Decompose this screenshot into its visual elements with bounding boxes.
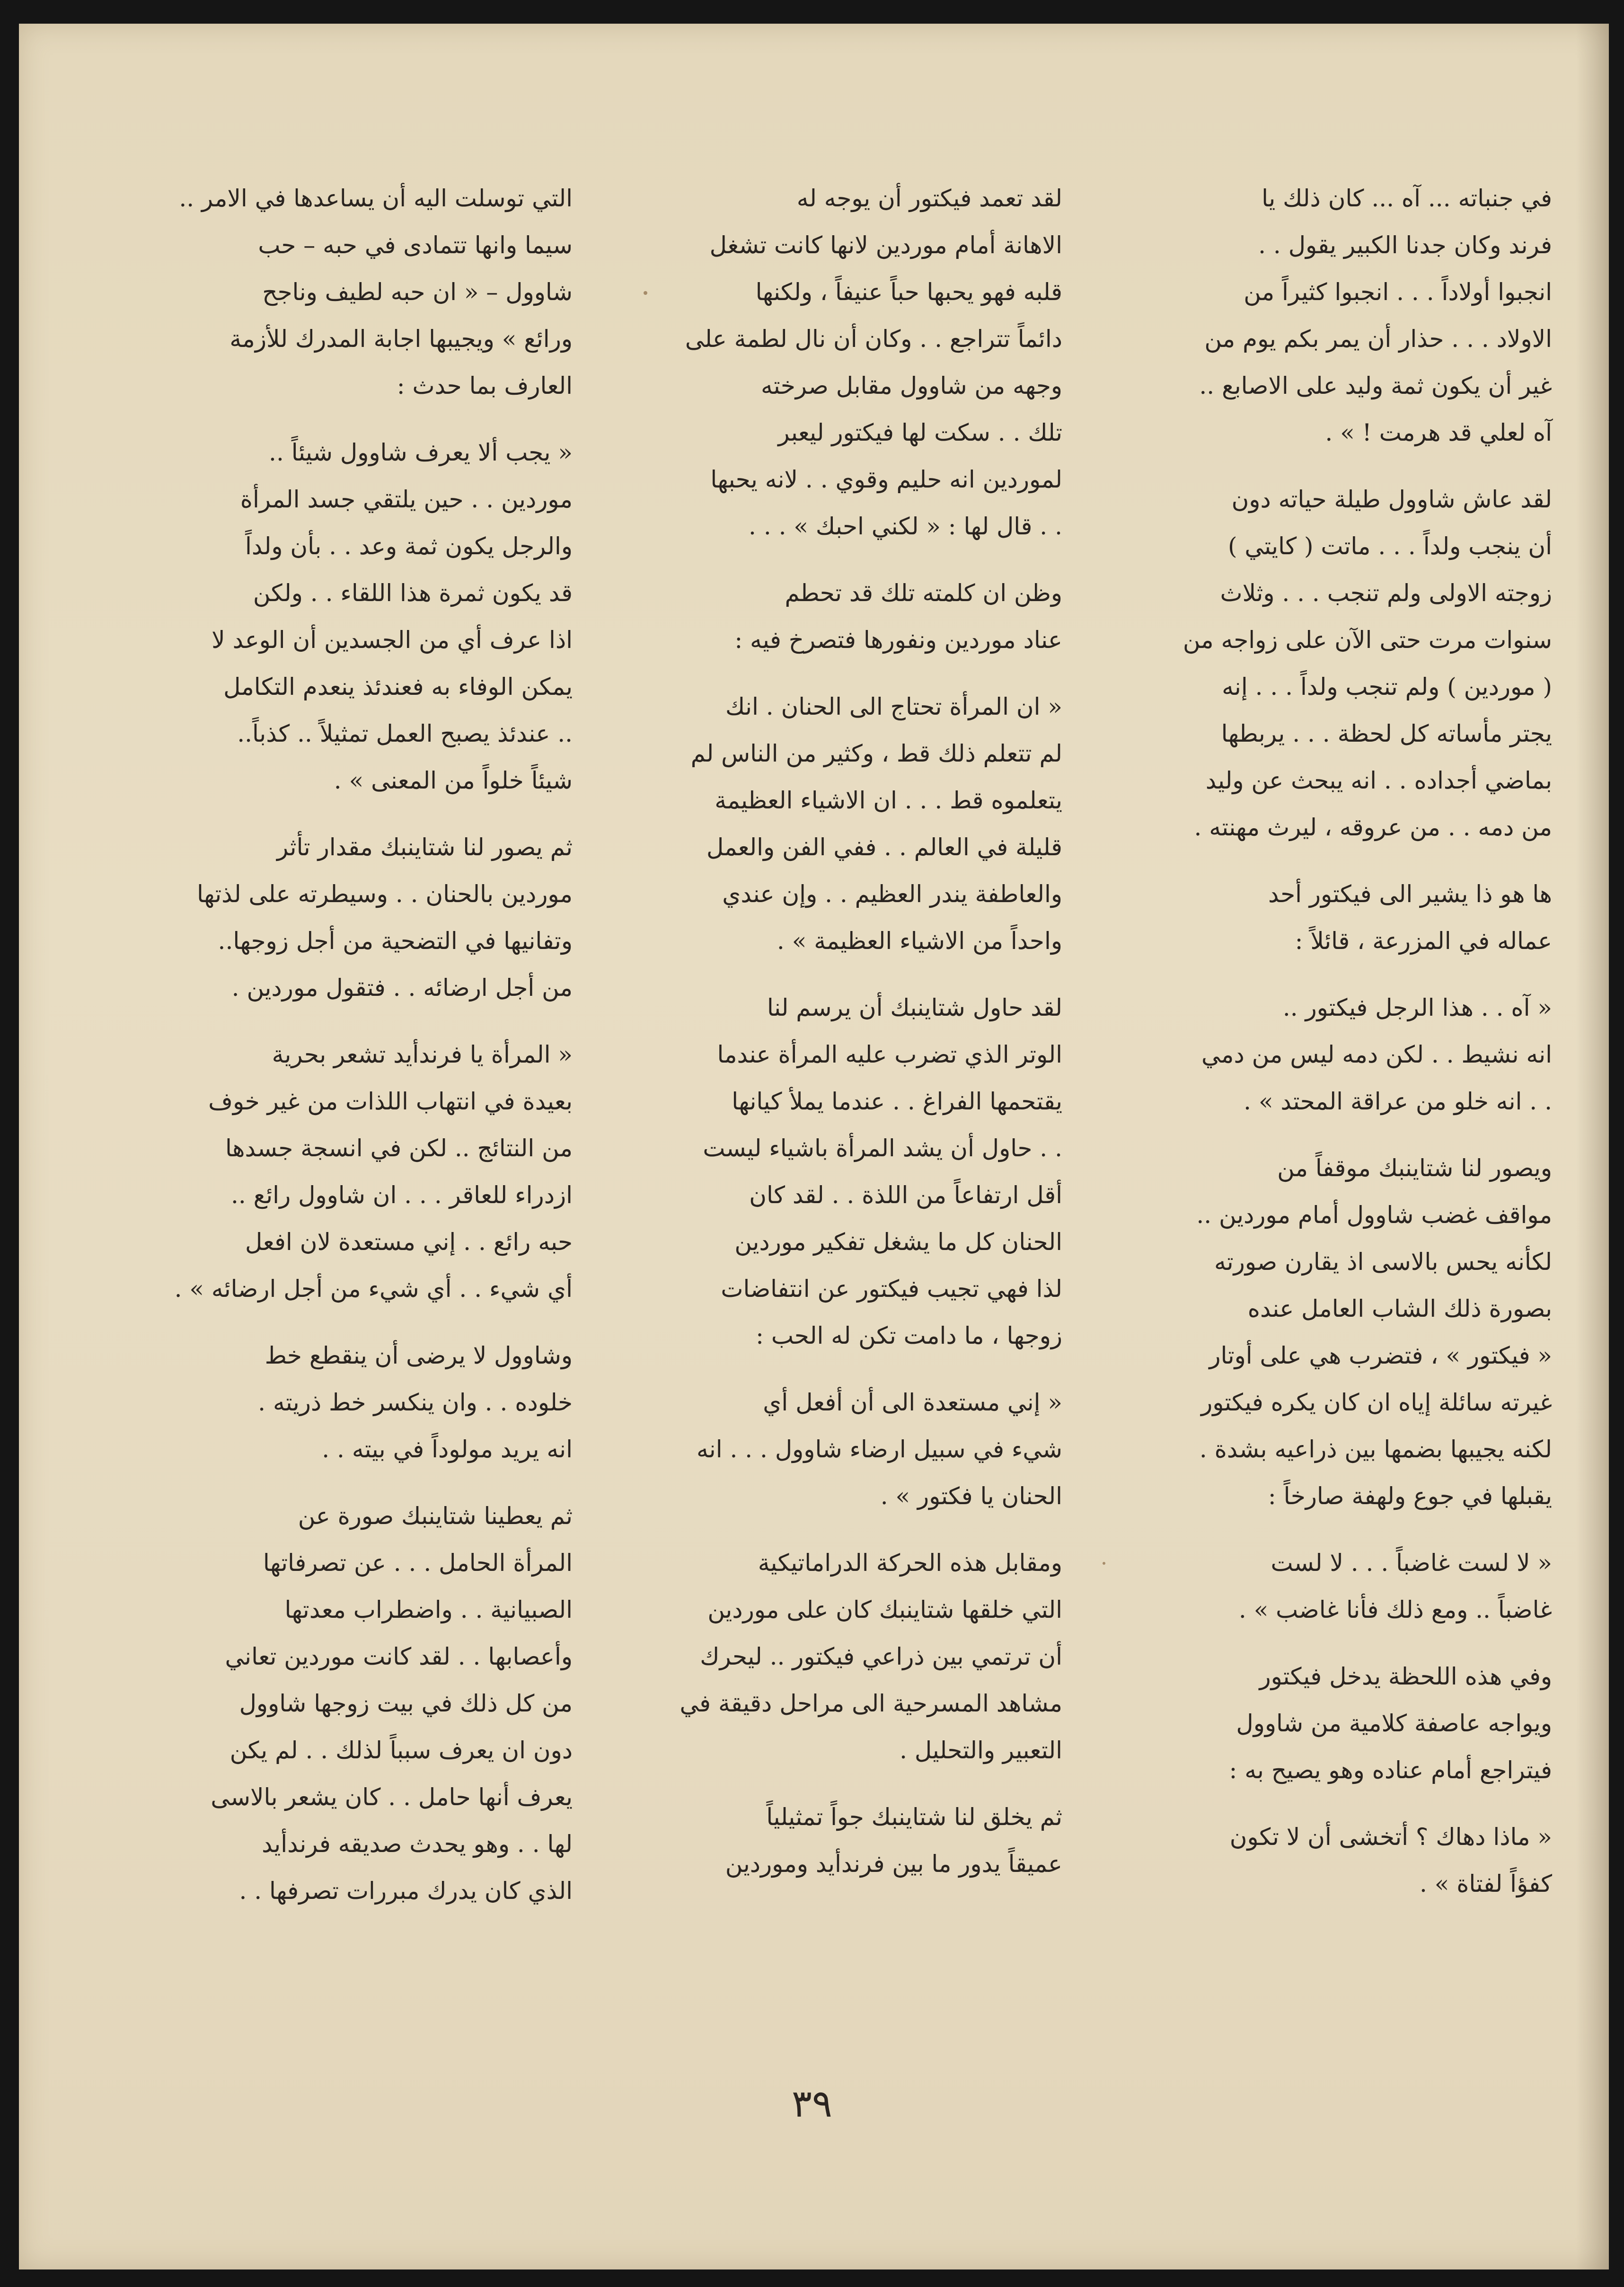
- article-paragraph: في جنباته ... آه ... كان ذلك يا فرند وكان جدنا الكبير يقول . . انجبوا أولاداً . . . انجبوا كثيراً من الاولاد . . . حذار أن يمر بكم يوم من غير أن يكون ثمة وليد على الاصابع .. آه لعلي قد هرمت ! » .: [1199, 185, 1552, 446]
- article-paragraph: « المرأة يا فرندأيد تشعر بحرية بعيدة في انتهاب اللذات من غير خوف من النتائج .. لكن في انسجة جسدها ازدراء للعاقر . . . ان شاوول رائع .. حبه رائع . . إني مستعدة لان افعل أي شيء . . أي شيء من أجل ارضائه » .: [174, 1041, 573, 1303]
- article-paragraph: ها هو ذا يشير الى فيكتور أحد عماله في المزرعة ، قائلاً :: [1268, 880, 1552, 955]
- page-binding-shadow: [1576, 24, 1609, 2269]
- article-paragraph: التي توسلت اليه أن يساعدها في الامر .. سيما وانها تتمادى في حبه – حب شاوول – « ان حبه لطيف وناجح ورائع » ويجيبها اجابة المدرك للأزمة العارف بما حدث :: [179, 185, 573, 399]
- article-paragraph: « إني مستعدة الى أن أفعل أي شيء في سبيل ارضاء شاوول . . . انه الحنان يا فكتور » .: [696, 1389, 1062, 1510]
- page-number: ٣٩: [792, 2082, 832, 2126]
- article-paragraph: ويصور لنا شتاينبك موقفاً من مواقف غضب شاوول أمام موردين .. لكأنه يحس بالاسى اذ يقارن صورته بصورة ذلك الشاب العامل عنده « فيكتور » ، فتضرب هي على أوتار غيرته سائلة إياه ان كان يكره فيكتور لكنه يجيبها بضمها بين ذراعيه بشدة . يقبلها في جوع ولهفة صارخاً :: [1196, 1154, 1552, 1510]
- article-paragraph: « ان المرأة تحتاج الى الحنان . انك لم تتعلم ذلك قط ، وكثير من الناس لم يتعلموه قط . . . ان الاشياء العظيمة قليلة في العالم . . ففي الفن والعمل والعاطفة يندر العظيم . . وإن عندي واحداً من الاشياء العظيمة » .: [690, 693, 1062, 955]
- column-left: [156, 175, 573, 2068]
- article-paragraph: « آه . . هذا الرجل فيكتور .. انه نشيط . . لكن دمه ليس من دمي . . انه خلو من عراقة المحتد » .: [1201, 994, 1552, 1115]
- article-paragraph: « ماذا دهاك ؟ أتخشى أن لا تكون كفؤاً لفتاة » .: [1229, 1823, 1552, 1897]
- article-paragraph: وظن ان كلمته تلك قد تحطم عناد موردين ونفورها فتصرخ فيه :: [734, 579, 1062, 654]
- article-paragraph: ثم يخلق لنا شتاينبك جواً تمثيلياً عميقاً يدور ما بين فرندأيد وموردين: [725, 1803, 1062, 1878]
- column-middle: [646, 175, 1062, 2068]
- article-paragraph: وشاوول لا يرضى أن ينقطع خط خلوده . . وان ينكسر خط ذريته . انه يريد مولوداً في بيته . .: [258, 1342, 573, 1463]
- article-paragraph: « لا لست غاضباً . . . لا لست غاضباً .. ومع ذلك فأنا غاضب » .: [1238, 1549, 1552, 1623]
- article-paragraph: « يجب ألا يعرف شاوول شيئاً .. موردين . . حين يلتقي جسد المرأة والرجل يكون ثمة وعد . . بأن ولداً قد يكون ثمرة هذا اللقاء . . ولكن اذا عرف أي من الجسدين أن الوعد لا يمكن الوفاء به فعندئذ ينعدم التكامل .. عندئذ يصبح العمل تمثيلاً .. كذباً.. شيئاً خلواً من المعنى » .: [212, 439, 573, 794]
- column-right: [1136, 175, 1552, 2068]
- article-paragraph: ومقابل هذه الحركة الدراماتيكية التي خلقها شتاينبك كان على موردين أن ترتمي بين ذراعي فيكتور .. ليحرك مشاهد المسرحية الى مراحل دقيقة في التعبير والتحليل .: [680, 1549, 1062, 1764]
- article-paragraph: لقد حاول شتاينبك أن يرسم لنا الوتر الذي تضرب عليه المرأة عندما يقتحمها الفراغ . . عندما يملأ كيانها . . حاول أن يشد المرأة باشياء ليست أقل ارتفاعاً من اللذة . . لقد كان الحنان كل ما يشغل تفكير موردين لذا فهي تجيب فيكتور عن انتفاضات زوجها ، ما دامت تكن له الحب :: [703, 994, 1062, 1349]
- article-paragraph: ثم يصور لنا شتاينبك مقدار تأثر موردين بالحنان . . وسيطرته على لذتها وتفانيها في التضحية من أجل زوجها.. من أجل ارضائه . . فتقول موردين .: [196, 833, 573, 1002]
- article-paragraph: لقد عاش شاوول طيلة حياته دون أن ينجب ولداً . . . ماتت ( كايتي ) زوجته الاولى ولم تنجب . . . وثلاث سنوات مرت حتى الآن على زواجه من ( موردين ) ولم تنجب ولداً . . . إنه يجتر مأساته كل لحظة . . . يربطها بماضي أجداده . . انه يبحث عن وليد من دمه . . من عروقه ، ليرث مهنته .: [1183, 486, 1552, 841]
- article-paragraph: وفي هذه اللحظة يدخل فيكتور ويواجه عاصفة كلامية من شاوول فيتراجع أمام عناده وهو يصيح به :: [1229, 1663, 1552, 1784]
- article-paragraph: ثم يعطينا شتاينبك صورة عن المرأة الحامل . . . عن تصرفاتها الصبيانية . . واضطراب معدتها وأعصابها . . لقد كانت موردين تعاني من كل ذلك في بيت زوجها شاوول دون ان يعرف سبباً لذلك . . لم يكن يعرف أنها حامل . . كان يشعر بالاسى لها . . وهو يحدث صديقه فرندأيد الذي كان يدرك مبررات تصرفها . .: [211, 1502, 573, 1905]
- article-paragraph: لقد تعمد فيكتور أن يوجه له الاهانة أمام موردين لانها كانت تشغل قلبه فهو يحبها حباً عنيفاً ، ولكنها دائماً تتراجع . . وكان أن نال لطمة على وجهه من شاوول مقابل صرخته تلك . . سكت لها فيكتور ليعبر لموردين انه حليم وقوي . . لانه يحبها . . قال لها : « لكني احبك » . . .: [685, 185, 1062, 540]
- text-columns: [156, 175, 1552, 2068]
